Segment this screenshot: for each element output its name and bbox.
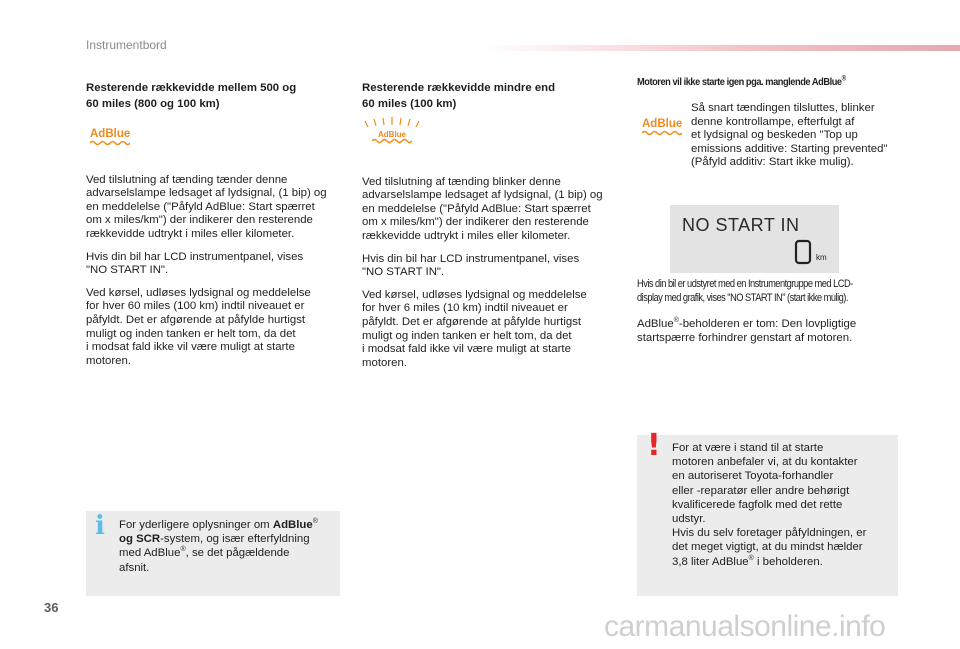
lcd-no-start-text: NO START IN <box>682 215 800 235</box>
page-header-title: Instrumentbord <box>86 38 167 52</box>
adblue-icon-label: AdBlue <box>90 128 131 140</box>
wave-icon <box>372 138 412 144</box>
info-text: For yderligere oplysninger om AdBlue® og SCR-system, og især efterfyldning med AdBlue®, se det pågældende afsnit. <box>119 518 318 574</box>
wave-icon <box>90 140 130 146</box>
warning-box <box>637 428 898 596</box>
flash-rays-icon <box>364 117 420 129</box>
column-under-60-miles <box>362 80 624 379</box>
watermark: carmanualsonline.info <box>604 610 886 643</box>
page-number: 36 <box>44 600 59 615</box>
column1-paragraph: Ved tilslutning af tænding tænder denne advarselslampe ledsaget af lydsignal, (1 bip) og en meddelelse ("Påfyld AdBlue: Start spærret om x miles/km") der indikerer den resterende rækkevidde udtrykt i miles eller kilometer. <box>86 173 327 240</box>
column1-paragraph: Ved kørsel, udløses lydsignal og meddelelse for hver 60 miles (100 km) indtil niveauet er påfyldt. Det er afgørende at påfylde hurtigst muligt og inden tanken er helt tom, da det i modsat fald ikke vil være muligt at starte motoren. <box>86 286 311 367</box>
info-icon: i <box>95 511 105 541</box>
column1-paragraph: Hvis din bil har LCD instrumentpanel, vises "NO START IN". <box>86 250 304 277</box>
column2-paragraph: Hvis din bil har LCD instrumentpanel, vises "NO START IN". <box>362 252 580 279</box>
adblue-flashing-icon <box>372 129 412 141</box>
column2-paragraph: Ved kørsel, udløses lydsignal og meddelelse for hver 6 miles (10 km) indtil niveauet er påfyldt. Det er afgørende at påfylde hurtigst muligt og inden tanken er helt tom, da det i modsat fald ikke vil være muligt at starte motoren. <box>362 288 587 369</box>
adblue-warning-icon <box>90 128 130 140</box>
column2-heading: Resterende rækkevidde mindre end 60 miles (100 km) <box>362 82 556 110</box>
column3-heading: Motoren vil ikke starte igen pga. manglende AdBlue® <box>637 75 846 88</box>
adblue-icon-label: AdBlue <box>642 118 683 130</box>
lcd-display-image <box>670 205 839 273</box>
lcd-digit-zero <box>794 239 812 265</box>
lcd-unit: km <box>816 253 827 262</box>
header-accent-bar <box>480 45 960 51</box>
column3-paragraph: AdBlue®-beholderen er tom: Den lovpligtige startspærre forhindrer genstart af motoren. <box>637 317 857 344</box>
lcd-caption: Hvis din bil er udstyret med en Instrumentgruppe med LCD- display med grafik, vises "NO START IN" (start ikke mulig). <box>637 278 853 304</box>
info-box <box>86 511 340 596</box>
column-500-60-miles <box>86 80 348 377</box>
wave-icon <box>642 130 682 136</box>
svg-text:0: 0 <box>794 239 795 240</box>
column-no-restart <box>637 76 899 90</box>
warning-icon: ! <box>647 428 661 463</box>
adblue-icon-label: AdBlue <box>378 130 406 139</box>
column1-heading: Resterende rækkevidde mellem 500 og 60 miles (800 og 100 km) <box>86 82 297 110</box>
column3-icon-text: Så snart tændingen tilsluttes, blinker denne kontrollampe, efterfulgt af et lydsignal og beskeden "Top up emissions additive: Starting prevented" (Påfyld additiv: Start ikke mulig). <box>691 102 888 169</box>
warning-text: For at være i stand til at starte motoren anbefaler vi, at du kontakter en autoriseret Toyota-forhandler eller -reparatør eller andre behørigt kvalificerede fagfolk med det rette udstyr. Hvis du selv foretager påfyldningen, er det meget vigtigt, at du mindst hælder 3,8 liter AdBlue® i beholderen. <box>672 442 867 568</box>
lcd-caption-wrap <box>637 277 937 305</box>
adblue-blinking-icon <box>642 118 682 130</box>
column2-paragraph: Ved tilslutning af tænding blinker denne advarselslampe ledsaget af lydsignal, (1 bip) og en meddelelse ("Påfyld AdBlue: Start spærret om x miles/km") der indikerer den resterende rækkevidde udtrykt i miles eller kilometer. <box>362 175 603 242</box>
